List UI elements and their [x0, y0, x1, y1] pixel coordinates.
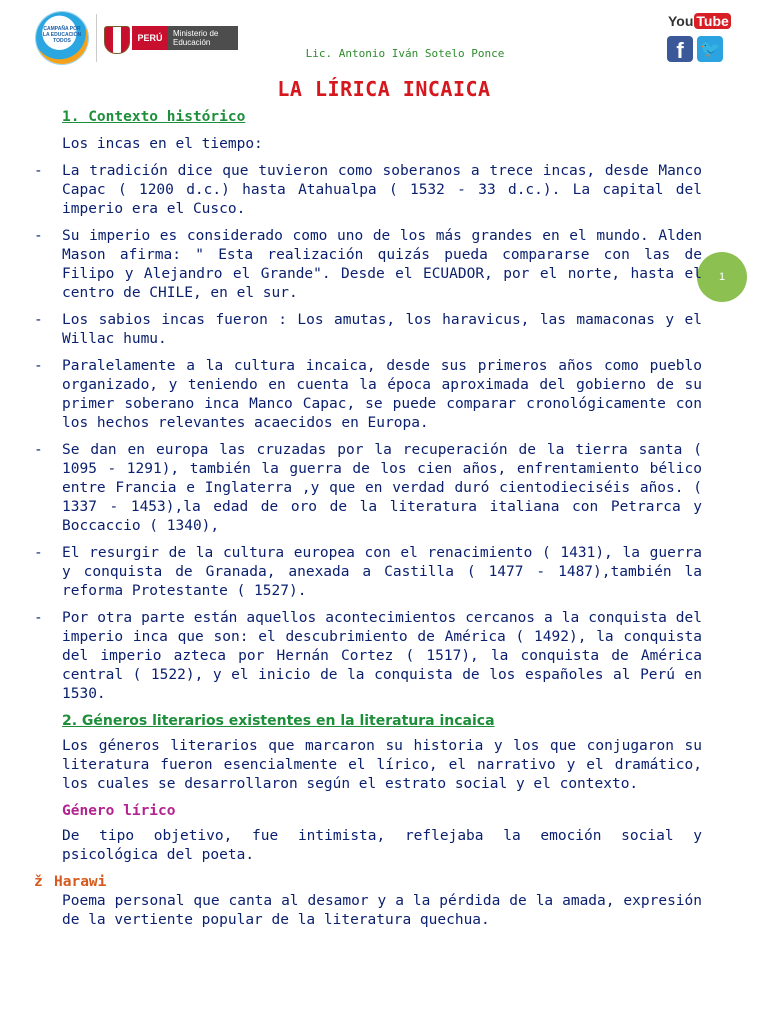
list-item	[34, 162, 702, 219]
list-item-text: El resurgir de la cultura europea con el renacimiento ( 1431), la guerra y conquista de Granada, anexada a Castilla ( 1477 - 1487),también la reforma Protestante ( 1527).	[62, 545, 702, 599]
genero-lirico-paragraph: De tipo objetivo, fue intimista, reflejaba la emoción social y psicológica del poeta.	[62, 828, 702, 863]
list-item-text: Se dan en europa las cruzadas por la recuperación de la tierra santa ( 1095 - 1291), también la guerra de los cien años, enfrentamiento bélico entre Francia e Inglaterra ,y que en verdad duró cientodieciséis años. ( 1337 - 1453),la edad de oro de la literatura italiana con Petrarca y Boccaccio ( 1340),	[62, 442, 702, 534]
list-item	[34, 227, 702, 303]
section-2-paragraph: Los géneros literarios que marcaron su historia y los que conjugaron su literatura fueron esencialmente el lírico, el narrativo y el dramático, los cuales se desarrollaron según el estrato social y el contexto.	[62, 738, 702, 792]
list-item-text: Por otra parte están aquellos acontecimientos cercanos a la conquista del imperio inca que son: el descubrimiento de América ( 1492), la conquista del imperio azteca por Hernán Cortez ( 1517), la conquista de América central ( 1522), y el inicio de la conquista de los españoles al Perú en 1530.	[62, 610, 702, 702]
education-campaign-logo-text: CAMPAÑA POR LA EDUCACIÓN TODOS	[42, 26, 82, 44]
bullet-marker: -	[34, 312, 43, 328]
list-item-text: Su imperio es considerado como uno de los más grandes en el mundo. Alden Mason afirma: " Esta realización quizás pueda compararse con las de Filipo y Alejandro el Grande". Desde el ECUADOR, por el norte, hasta el centro de CHILE, en el sur.	[62, 228, 702, 301]
section-1-intro: Los incas en el tiempo:	[62, 136, 263, 152]
bullet-marker: -	[34, 358, 43, 374]
bullet-marker: -	[34, 610, 43, 626]
page-title: LA LÍRICA INCAICA	[277, 77, 491, 101]
peru-shield-icon	[104, 26, 130, 54]
bullet-marker: -	[34, 442, 43, 458]
list-item-text: Paralelamente a la cultura incaica, desde sus primeros años como pueblo organizado, y teniendo en cuenta la época aproximada del gobierno de su primer soberano inca Manco Capac, se puede comparar cronológicamente con los hechos relevantes acaecidos en Europa.	[62, 358, 702, 431]
author-name: Lic. Antonio Iván Sotelo Ponce	[305, 47, 505, 60]
bullet-marker: -	[34, 545, 43, 561]
list-item	[34, 441, 702, 536]
list-item	[34, 311, 702, 349]
list-item	[34, 609, 702, 704]
list-item-text: Los sabios incas fueron : Los amutas, los haravicus, las mamaconas y el Willac humu.	[62, 312, 702, 347]
twitter-icon[interactable]: 🐦	[697, 36, 723, 62]
facebook-icon[interactable]: f	[667, 36, 693, 62]
list-item	[34, 544, 702, 601]
youtube-icon[interactable]	[668, 10, 729, 32]
header-divider	[96, 14, 97, 62]
harawi-heading-row	[34, 873, 702, 892]
ministry-label: Ministerio de Educación	[168, 26, 238, 50]
harawi-heading: Harawi	[54, 874, 107, 890]
page-number-badge: 1	[697, 252, 747, 302]
document-body	[34, 108, 702, 930]
harawi-bullet-icon: ž	[34, 874, 43, 890]
harawi-paragraph: Poema personal que canta al desamor y a la pérdida de la amada, expresión de la vertiente popular de la literatura quechua.	[62, 893, 702, 928]
youtube-you-text: You	[668, 13, 694, 29]
section-2-heading: 2. Géneros literarios existentes en la literatura incaica	[62, 713, 495, 729]
bullet-marker: -	[34, 228, 43, 244]
list-item	[34, 357, 702, 433]
youtube-tube-text: Tube	[696, 13, 729, 29]
list-item-text: La tradición dice que tuvieron como soberanos a trece incas, desde Manco Capac ( 1200 d.c.) hasta Atahualpa ( 1532 - 33 d.c.). La capital del imperio era el Cusco.	[62, 163, 702, 217]
peru-label: PERÚ	[132, 26, 168, 50]
genero-lirico-heading: Género lírico	[62, 803, 176, 819]
bullet-marker: -	[34, 163, 43, 179]
section-1-heading: 1. Contexto histórico	[62, 109, 246, 125]
